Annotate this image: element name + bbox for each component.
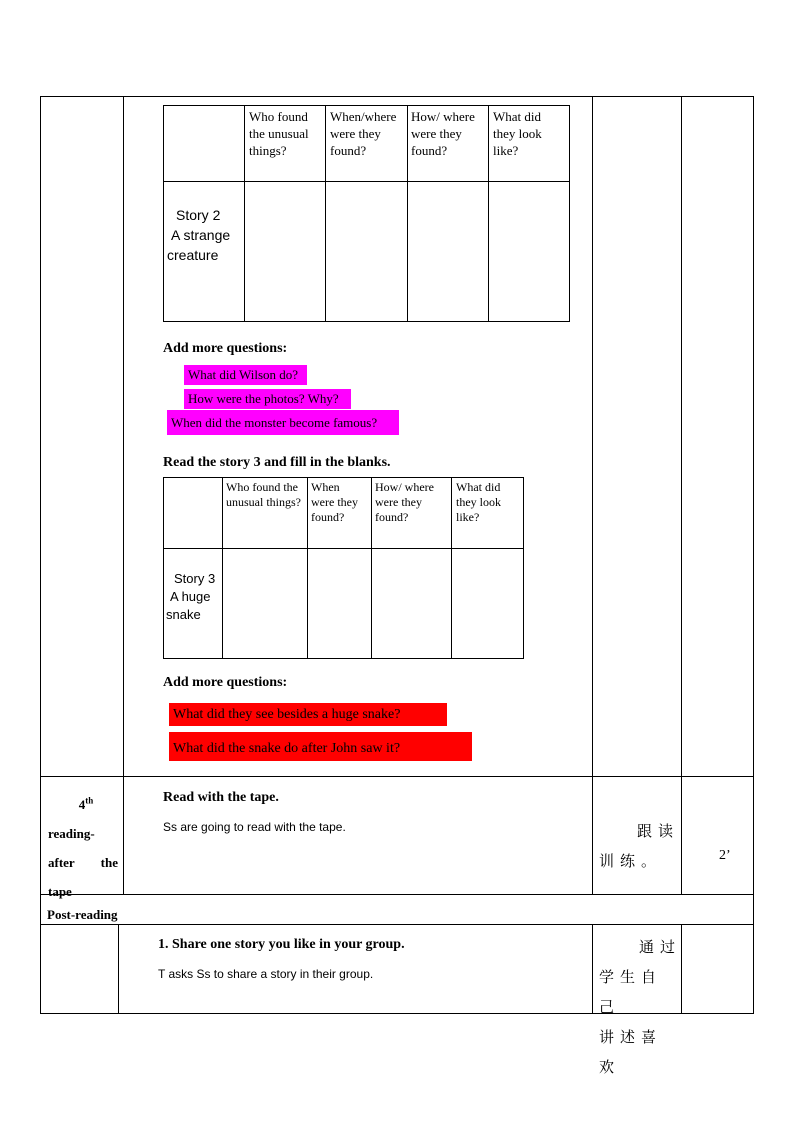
purpose-text-1: 跟读 训练。 <box>599 822 679 870</box>
story2-header-how: How/ where were they found? <box>411 109 475 158</box>
stage-label: 4th reading- after the tape <box>48 795 118 899</box>
story3-row-label: Story 3 A huge snake <box>166 571 216 622</box>
post-reading-heading: Post-reading <box>47 907 118 922</box>
row-divider-1 <box>40 776 754 777</box>
add-more-questions-heading-1: Add more questions: <box>163 341 288 356</box>
share-story-title: 1. Share one story you like in your group. <box>158 937 405 952</box>
question-highlight-3: When did the monster become famous? <box>167 410 399 435</box>
time-value: 2’ <box>719 848 731 863</box>
row-divider-2 <box>40 894 754 895</box>
question-highlight-2: How were the photos? Why? <box>184 389 351 409</box>
row-divider-3 <box>40 924 754 925</box>
story3-header-what: What did they look like? <box>456 480 501 524</box>
add-more-questions-heading-2: Add more questions: <box>163 675 288 690</box>
story2-header-what: What did they look like? <box>493 109 542 158</box>
question-red-highlight-2: What did the snake do after John saw it? <box>169 732 472 761</box>
story2-header-who: Who found the unusual things? <box>249 109 309 158</box>
read-with-tape-title: Read with the tape. <box>163 790 279 805</box>
question-highlight-1: What did Wilson do? <box>184 365 307 385</box>
read-with-tape-desc: Ss are going to read with the tape. <box>163 820 346 834</box>
story3-header-when: When were they found? <box>311 480 358 524</box>
read-story3-heading: Read the story 3 and fill in the blanks. <box>163 455 391 470</box>
outer-right-border <box>753 96 754 1014</box>
story2-row-label: Story 2 A strange creature <box>167 207 231 263</box>
story3-header-who: Who found the unusual things? <box>226 480 301 509</box>
col-divider-b <box>592 96 593 894</box>
question-red-highlight-1: What did they see besides a huge snake? <box>169 703 447 726</box>
col-divider-c2 <box>681 924 682 1014</box>
outer-left-border <box>40 96 41 1014</box>
col-divider-a2 <box>118 924 119 1014</box>
purpose-text-2: 通过 学生自己 讲述喜欢 <box>599 938 681 1076</box>
col-divider-c <box>681 96 682 894</box>
col-divider-a <box>123 96 124 894</box>
story2-header-when: When/where were they found? <box>330 109 397 158</box>
story3-header-how: How/ where were they found? <box>375 480 434 524</box>
col-divider-b2 <box>592 924 593 1014</box>
share-story-desc: T asks Ss to share a story in their group. <box>158 967 374 981</box>
outer-top-border <box>40 96 754 97</box>
